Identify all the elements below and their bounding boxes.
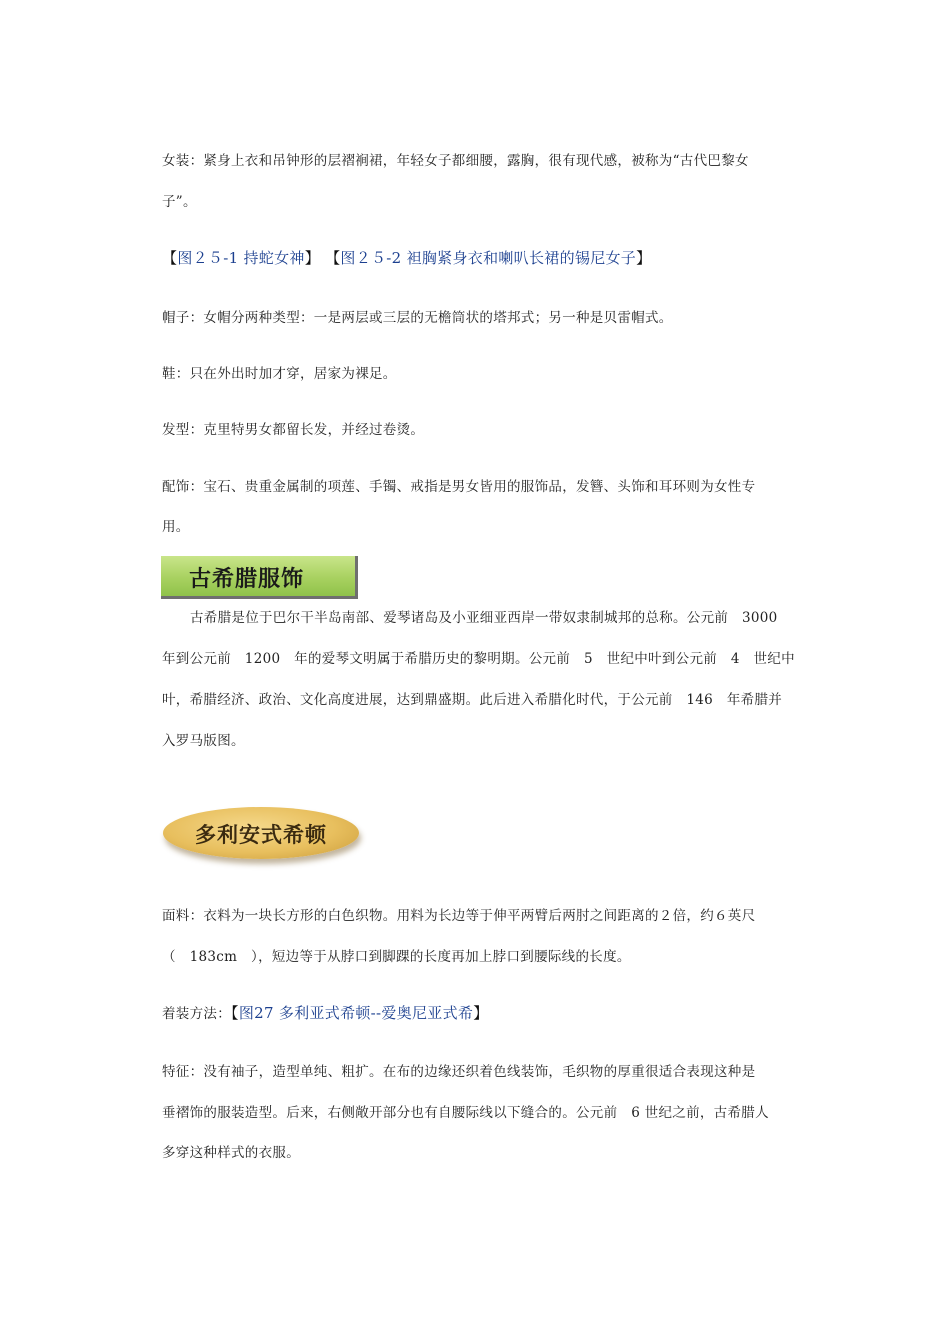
hat-paragraph: 帽子：女帽分两种类型：一是两层或三层的无檐筒状的塔邦式；另一种是贝雷帽式。 [162,310,673,326]
bracket-open: 【 [162,249,178,267]
greece-line-1: 古希腊是位于巴尔干半岛南部、爱琴诸岛及小亚细亚西岸一带奴隶制城邦的总称。公元前 3000 [190,610,778,626]
dressing-method [162,1003,790,1024]
greece-line-3: 叶，希腊经济、政治、文化高度进展，达到鼎盛期。此后进入希腊化时代，于公元前 146 年希腊并 [162,692,783,708]
greece-line-4: 入罗马版图。 [162,733,245,749]
dressing-figure-ref [231,1004,489,1022]
feature-line-3: 多穿这种样式的衣服。 [162,1145,300,1161]
fabric-line-1: 面料：衣料为一块长方形的白色织物。用料为长边等于伸平两臂后两肘之间距离的２倍，约６英尺 [162,908,756,924]
bracket-close: 】 [636,249,652,267]
bracket-close: 】 [473,1004,489,1022]
greece-line-2: 年到公元前 1200 年的爱琴文明属于希腊历史的黎明期。公元前 5 世纪中叶到公元前 4 世纪中 [162,651,795,667]
accessories-line-2: 用。 [162,519,190,535]
bracket-close: 】 [304,249,321,267]
figure-ref-doric-ionic: 图27 多利亚式希顿--爱奥尼亚式希 [238,1004,474,1022]
bracket-open: 【 [231,1004,239,1022]
fabric-line-2: （ 183cm ），短边等于从脖口到脚踝的长度再加上脖口到腰际线的长度。 [162,949,631,965]
feature-line-2: 垂褶饰的服装造型。后来，右侧敞开部分也有自腰际线以下缝合的。公元前 6 世纪之前，古希腊人 [162,1105,769,1121]
hair-paragraph: 发型：克里特男女都留长发，并经过卷烫。 [162,422,425,438]
banner-title: 古希腊服饰 [189,567,305,592]
feature-line-1: 特征：没有袖子，造型单纯、粗扩。在布的边缘还织着色线装饰，毛织物的厚重很适合表现这种是 [162,1064,756,1080]
intro-line-2: 子”。 [162,194,197,210]
intro-line-1: 女装：紧身上衣和吊钟形的层褶裥裙，年轻女子都细腰，露胸，很有现代感，被称为“古代巴黎女 [162,153,749,169]
section-banner-ancient-greece [161,556,358,599]
accessories-line-1: 配饰：宝石、贵重金属制的项莲、手镯、戒指是男女皆用的服饰品，发簪、头饰和耳环则为女性专 [162,479,756,495]
shoes-paragraph: 鞋：只在外出时加才穿，居家为裸足。 [162,366,397,382]
figure-references [162,248,790,268]
section-banner-doric-chiton [163,807,359,859]
figure-ref-minoan-woman: 图２５-2 袒胸紧身衣和喇叭长裙的锡尼女子 [340,249,637,267]
figure-ref-snake-goddess: 图２５-1 持蛇女神 [177,249,305,267]
banner-title: 多利安式希顿 [195,823,327,847]
bracket-open: 【 [325,249,341,267]
dressing-label: 着装方法： [162,1006,231,1022]
